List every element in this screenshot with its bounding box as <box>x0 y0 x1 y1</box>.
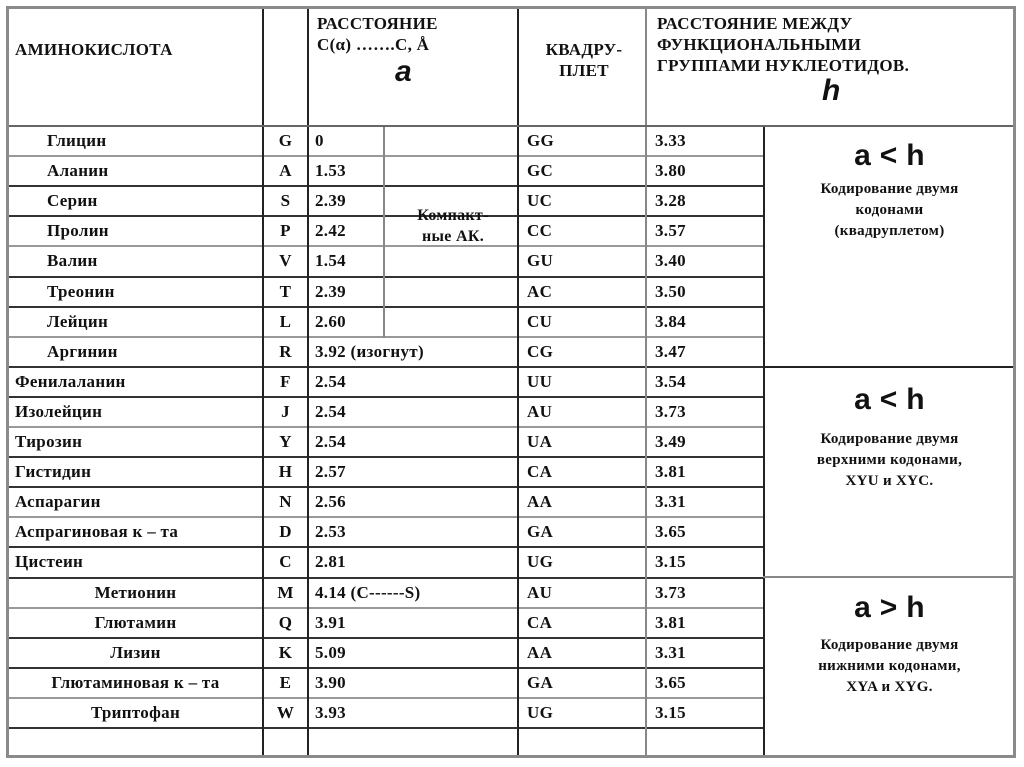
distance-a: 2.42 <box>315 221 346 241</box>
distance-a: 2.60 <box>315 311 346 331</box>
quadruplet: CA <box>527 462 553 482</box>
amino-acid-code: C <box>279 552 292 572</box>
group-note-2-line2: верхними кодонами, <box>816 452 963 468</box>
distance-h: 3.65 <box>655 522 686 542</box>
distance-h: 3.65 <box>655 672 686 692</box>
quadruplet: GA <box>527 522 554 542</box>
amino-acid-code: T <box>279 281 292 301</box>
amino-acid-code: M <box>277 582 294 602</box>
distance-h: 3.33 <box>655 131 686 151</box>
amino-acid-name: Аспарагин <box>15 492 101 512</box>
distance-h: 3.81 <box>655 612 686 632</box>
row-divider <box>9 727 763 729</box>
amino-acid-code: N <box>279 492 292 512</box>
amino-acid-code: G <box>278 131 293 151</box>
quadruplet: CU <box>527 311 553 331</box>
amino-acid-code: P <box>280 221 291 241</box>
distance-h: 3.47 <box>655 341 686 361</box>
amino-acid-name: Глютаминовая к – та <box>51 672 220 692</box>
header-quadruplet <box>520 39 648 89</box>
header-distance-symbol: a <box>395 55 412 88</box>
group-note-1 <box>766 133 1013 273</box>
distance-h: 3.73 <box>655 401 686 421</box>
group-relation-1: a < h <box>854 139 925 172</box>
quadruplet: UC <box>527 191 553 211</box>
distance-h: 3.84 <box>655 311 686 331</box>
distance-h: 3.73 <box>655 582 686 602</box>
header-distance <box>317 13 517 123</box>
quadruplet: GU <box>527 251 554 271</box>
amino-acid-name: Аспрагиновая к – та <box>15 522 179 542</box>
header-quadruplet-line1: КВАДРУ- <box>545 40 623 59</box>
divider <box>517 9 519 755</box>
amino-acid-name: Валин <box>47 251 98 271</box>
divider <box>763 126 765 755</box>
group-note-3-line2: нижними кодонами, <box>818 658 961 674</box>
quadruplet: GC <box>527 161 554 181</box>
distance-a: 4.14 (C------S) <box>315 582 421 602</box>
distance-h: 3.15 <box>655 702 686 722</box>
distance-h: 3.80 <box>655 161 686 181</box>
amino-acid-name: Лейцин <box>47 311 109 331</box>
amino-acid-name: Метионин <box>94 582 177 602</box>
header-distance-line2: С(α) …….С, Å <box>317 35 430 54</box>
compact-note-line2: ные АК. <box>421 228 485 245</box>
amino-acid-code: R <box>279 341 292 361</box>
distance-h: 3.57 <box>655 221 686 241</box>
amino-acid-name: Лизин <box>110 642 161 662</box>
header-nucleotide-line1: РАССТОЯНИЕ МЕЖДУ <box>657 14 853 33</box>
header-nucleotide-symbol: h <box>822 74 841 107</box>
amino-acid-name: Изолейцин <box>15 401 103 421</box>
distance-a: 2.54 <box>315 371 346 391</box>
divider <box>645 9 647 755</box>
quadruplet: AU <box>527 401 553 421</box>
distance-h: 3.49 <box>655 432 686 452</box>
distance-a: 2.54 <box>315 401 346 421</box>
amino-acid-name: Тирозин <box>15 432 83 452</box>
group-relation-3: a > h <box>854 591 925 624</box>
amino-acid-code: J <box>281 401 290 421</box>
header-distance-line1: РАССТОЯНИЕ <box>317 14 438 33</box>
amino-acid-name: Серин <box>47 191 98 211</box>
distance-a: 3.92 (изогнут) <box>315 341 424 361</box>
amino-acid-code: H <box>278 462 293 482</box>
group-note-3 <box>766 587 1013 747</box>
amino-acid-name: Аргинин <box>47 341 118 361</box>
header-nucleotide-line2: ФУНКЦИОНАЛЬНЫМИ <box>657 35 862 54</box>
distance-a: 2.56 <box>315 492 346 512</box>
divider <box>383 126 385 338</box>
header-amino-acid-label: АМИНОКИСЛОТА <box>15 40 173 59</box>
amino-acid-code: S <box>280 191 291 211</box>
amino-acid-name: Глютамин <box>94 612 177 632</box>
compact-note-line1: Компакт- <box>417 207 489 224</box>
amino-acid-code: A <box>279 161 292 181</box>
quadruplet: AA <box>527 642 553 662</box>
distance-h: 3.50 <box>655 281 686 301</box>
distance-h: 3.40 <box>655 251 686 271</box>
group-note-3-line1: Кодирование двумя <box>820 637 959 653</box>
amino-acid-name: Цистеин <box>15 552 84 572</box>
quadruplet: AC <box>527 281 553 301</box>
quadruplet: GA <box>527 672 554 692</box>
quadruplet: UU <box>527 371 553 391</box>
divider <box>763 366 1013 368</box>
quadruplet: AU <box>527 582 553 602</box>
distance-a: 1.54 <box>315 251 346 271</box>
distance-a: 3.91 <box>315 612 346 632</box>
amino-acid-code: W <box>276 702 295 722</box>
amino-acid-code: E <box>279 672 292 692</box>
quadruplet: UG <box>527 552 554 572</box>
divider <box>763 576 1013 578</box>
distance-a: 2.39 <box>315 191 346 211</box>
group-note-3-line3: XYA и XYG. <box>846 679 933 695</box>
group-note-2-line3: XYU и XYC. <box>845 473 934 489</box>
distance-a: 5.09 <box>315 642 346 662</box>
amino-acid-table <box>6 6 1016 758</box>
amino-acid-name: Гистидин <box>15 462 92 482</box>
amino-acid-name: Фенилаланин <box>15 371 126 391</box>
amino-acid-code: D <box>279 522 292 542</box>
quadruplet: AA <box>527 492 553 512</box>
group-note-1-line2: кодонами <box>855 202 924 218</box>
amino-acid-code: Y <box>279 432 292 452</box>
distance-a: 2.54 <box>315 432 346 452</box>
distance-h: 3.28 <box>655 191 686 211</box>
amino-acid-name: Аланин <box>47 161 109 181</box>
compact-note <box>386 196 520 256</box>
header-nucleotide-line3: ГРУППАМИ НУКЛЕОТИДОВ. <box>657 56 910 75</box>
quadruplet: CG <box>527 341 554 361</box>
quadruplet: GG <box>527 131 555 151</box>
distance-h: 3.31 <box>655 642 686 662</box>
distance-a: 1.53 <box>315 161 346 181</box>
amino-acid-name: Пролин <box>47 221 109 241</box>
amino-acid-code: L <box>279 311 292 331</box>
distance-a: 0 <box>315 131 324 151</box>
amino-acid-code: V <box>279 251 292 271</box>
amino-acid-name: Глицин <box>47 131 107 151</box>
divider <box>9 125 1013 127</box>
header-quadruplet-line2: ПЛЕТ <box>559 61 609 80</box>
divider <box>262 9 264 755</box>
group-relation-2: a < h <box>854 383 925 416</box>
distance-h: 3.31 <box>655 492 686 512</box>
group-note-1-line1: Кодирование двумя <box>820 181 959 197</box>
distance-h: 3.54 <box>655 371 686 391</box>
quadruplet: UA <box>527 432 553 452</box>
amino-acid-code: K <box>278 642 293 662</box>
distance-a: 2.81 <box>315 552 346 572</box>
quadruplet: UG <box>527 702 554 722</box>
distance-a: 2.53 <box>315 522 346 542</box>
distance-h: 3.81 <box>655 462 686 482</box>
header-amino-acid <box>15 39 265 79</box>
distance-a: 2.57 <box>315 462 346 482</box>
amino-acid-name: Триптофан <box>90 702 181 722</box>
quadruplet: CC <box>527 221 553 241</box>
group-note-2-line1: Кодирование двумя <box>820 431 959 447</box>
divider <box>307 9 309 755</box>
amino-acid-code: Q <box>278 612 293 632</box>
group-note-2 <box>766 377 1013 537</box>
distance-a: 3.90 <box>315 672 346 692</box>
amino-acid-name: Треонин <box>47 281 115 301</box>
header-nucleotide-distance <box>657 13 1012 129</box>
distance-a: 3.93 <box>315 702 346 722</box>
distance-a: 2.39 <box>315 281 346 301</box>
amino-acid-code: F <box>280 371 291 391</box>
quadruplet: CA <box>527 612 553 632</box>
distance-h: 3.15 <box>655 552 686 572</box>
group-note-1-line3: (квадруплетом) <box>834 223 945 239</box>
